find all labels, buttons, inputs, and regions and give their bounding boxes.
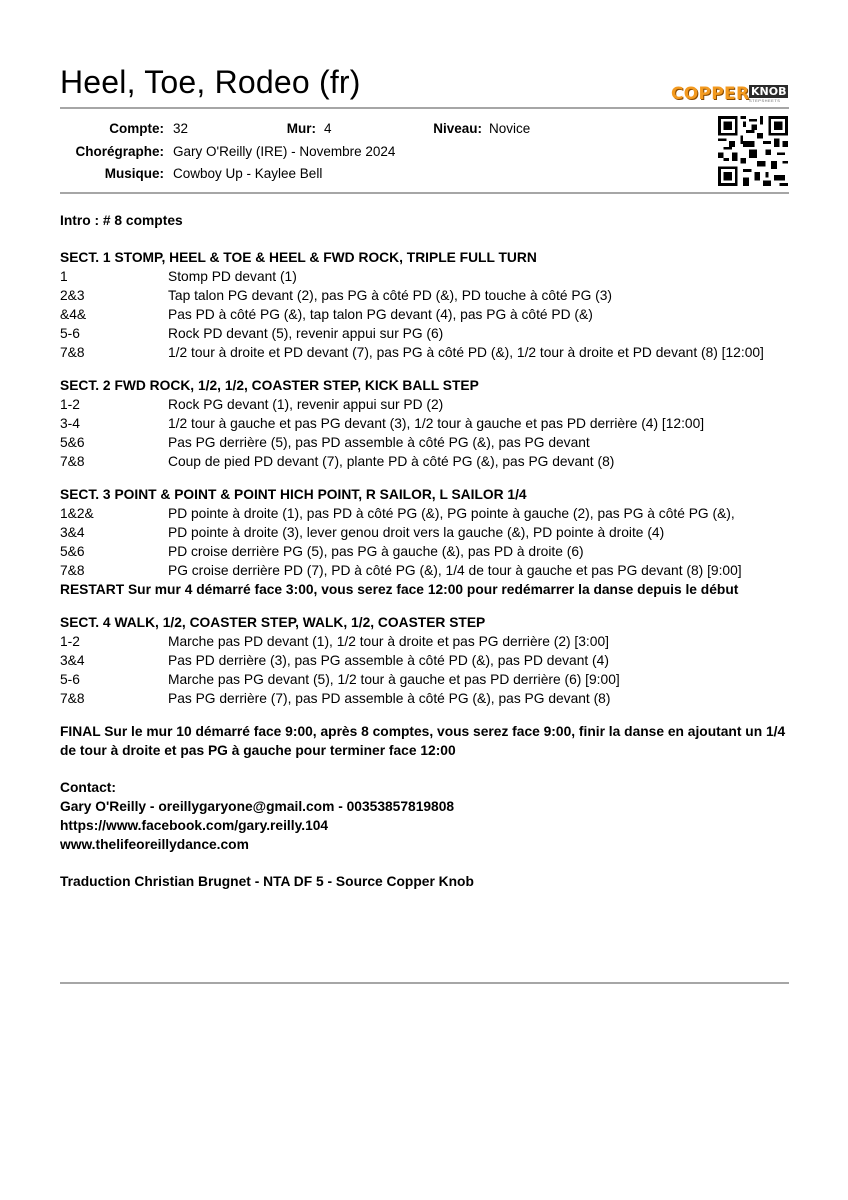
level-label: Niveau: <box>433 121 482 136</box>
choreographer-value: Gary O'Reilly (IRE) - Novembre 2024 <box>173 144 396 159</box>
step-description: PD pointe à droite (1), pas PD à côté PG (&), PG pointe à gauche (2), pas PG à côté PG (&), <box>168 506 735 521</box>
step-count: 1&2& <box>60 506 94 521</box>
footer-divider <box>60 982 789 984</box>
step-count: 7&8 <box>60 345 85 360</box>
step-count: 7&8 <box>60 691 85 706</box>
wall-value: 4 <box>324 121 332 136</box>
translation-credit: Traduction Christian Brugnet - NTA DF 5 - Source Copper Knob <box>60 874 474 889</box>
step-description: Pas PG derrière (5), pas PD assemble à côté PG (&), pas PG devant <box>168 435 590 450</box>
restart-note: RESTART Sur mur 4 démarré face 3:00, vous serez face 12:00 pour redémarrer la danse depuis le début <box>60 582 739 597</box>
step-description: 1/2 tour à gauche et pas PG devant (3), 1/2 tour à gauche et pas PD derrière (4) [12:00] <box>168 416 705 431</box>
step-row <box>60 414 788 433</box>
qr-code-icon <box>718 116 788 186</box>
contact-facebook-link: https://www.facebook.com/gary.reilly.104 <box>60 818 329 833</box>
info-divider <box>60 192 789 194</box>
step-row <box>60 632 788 651</box>
contact-heading: Contact: <box>60 780 116 795</box>
step-row <box>60 452 788 471</box>
section-title: SECT. 4 WALK, 1/2, COASTER STEP, WALK, 1/2, COASTER STEP <box>60 615 486 630</box>
step-count: &4& <box>60 307 87 322</box>
step-count: 3&4 <box>60 653 85 668</box>
step-description: PD croise derrière PG (5), pas PG à gauche (&), pas PD à droite (6) <box>168 544 584 559</box>
step-description: Pas PD à côté PG (&), tap talon PG devant (4), pas PG à côté PD (&) <box>168 307 593 322</box>
section-4 <box>60 613 788 708</box>
step-description: PD pointe à droite (3), lever genou droit vers la gauche (&), PD pointe à droite (4) <box>168 525 665 540</box>
step-description: Rock PG devant (1), revenir appui sur PD (2) <box>168 397 444 412</box>
step-count: 3&4 <box>60 525 85 540</box>
section-2 <box>60 376 788 471</box>
step-sheet <box>60 210 788 891</box>
step-description: Marche pas PG devant (5), 1/2 tour à gauche et pas PD derrière (6) [9:00] <box>168 672 620 687</box>
step-description: Pas PG derrière (7), pas PD assemble à côté PG (&), pas PG devant (8) <box>168 691 611 706</box>
step-row <box>60 286 788 305</box>
choreographer-label: Chorégraphe: <box>75 144 164 159</box>
step-row <box>60 523 788 542</box>
step-row <box>60 542 788 561</box>
step-description: PG croise derrière PD (7), PD à côté PG (&), 1/4 de tour à gauche et pas PG devant (8) [9:00] <box>168 563 742 578</box>
header-divider <box>60 107 789 109</box>
step-row <box>60 670 788 689</box>
step-row <box>60 561 788 580</box>
step-count: 5-6 <box>60 326 80 341</box>
step-description: Stomp PD devant (1) <box>168 269 297 284</box>
wall-label: Mur: <box>286 121 316 136</box>
step-row <box>60 651 788 670</box>
section-title: SECT. 1 STOMP, HEEL & TOE & HEEL & FWD ROCK, TRIPLE FULL TURN <box>60 250 537 265</box>
step-count: 1-2 <box>60 634 80 649</box>
final-note: FINAL Sur le mur 10 démarré face 9:00, après 8 comptes, vous serez face 9:00, finir la danse en ajoutant un 1/4 de tour à droite et pas PG à gauche pour terminer face 12:00 <box>60 724 786 758</box>
contact-block <box>60 778 788 854</box>
section-1 <box>60 248 788 362</box>
step-row <box>60 267 788 286</box>
step-description: Pas PD derrière (3), pas PG assemble à côté PD (&), pas PD devant (4) <box>168 653 609 668</box>
section-3 <box>60 485 788 599</box>
step-description: Marche pas PD devant (1), 1/2 tour à droite et pas PG derrière (2) [3:00] <box>168 634 609 649</box>
step-row <box>60 324 788 343</box>
music-value: Cowboy Up - Kaylee Bell <box>173 166 323 181</box>
step-description: Tap talon PG devant (2), pas PG à côté PD (&), PD touche à côté PG (3) <box>168 288 613 303</box>
step-row <box>60 395 788 414</box>
level-value: Novice <box>489 121 531 136</box>
step-row <box>60 305 788 324</box>
step-description: Rock PD devant (5), revenir appui sur PG (6) <box>168 326 444 341</box>
contact-email-phone: Gary O'Reilly - oreillygaryone@gmail.com - 00353857819808 <box>60 799 455 814</box>
music-label: Musique: <box>104 166 164 181</box>
count-value: 32 <box>173 121 189 136</box>
page-title: Heel, Toe, Rodeo (fr) <box>60 64 361 100</box>
step-row <box>60 689 788 708</box>
section-title: SECT. 2 FWD ROCK, 1/2, 1/2, COASTER STEP, KICK BALL STEP <box>60 378 479 393</box>
copper-knob-logo: COPPER KNOB STEPSHEETS <box>671 84 787 104</box>
step-row <box>60 343 788 362</box>
step-count: 5-6 <box>60 672 80 687</box>
step-description: 1/2 tour à droite et PD devant (7), pas PG à côté PD (&), 1/2 tour à droite et PD devant (8) [12:00] <box>168 345 764 360</box>
step-count: 5&6 <box>60 435 85 450</box>
step-count: 3-4 <box>60 416 80 431</box>
contact-website-link: www.thelifeoreillydance.com <box>60 837 249 852</box>
step-count: 1 <box>60 269 68 284</box>
step-row <box>60 433 788 452</box>
count-label: Compte: <box>109 121 164 136</box>
step-count: 7&8 <box>60 454 85 469</box>
intro-text: Intro : # 8 comptes <box>60 213 183 228</box>
step-count: 2&3 <box>60 288 85 303</box>
section-title: SECT. 3 POINT & POINT & POINT HICH POINT, R SAILOR, L SAILOR 1/4 <box>60 487 527 502</box>
step-row <box>60 504 788 523</box>
step-description: Coup de pied PD devant (7), plante PD à côté PG (&), pas PG devant (8) <box>168 454 615 469</box>
step-count: 7&8 <box>60 563 85 578</box>
step-count: 5&6 <box>60 544 85 559</box>
step-count: 1-2 <box>60 397 80 412</box>
